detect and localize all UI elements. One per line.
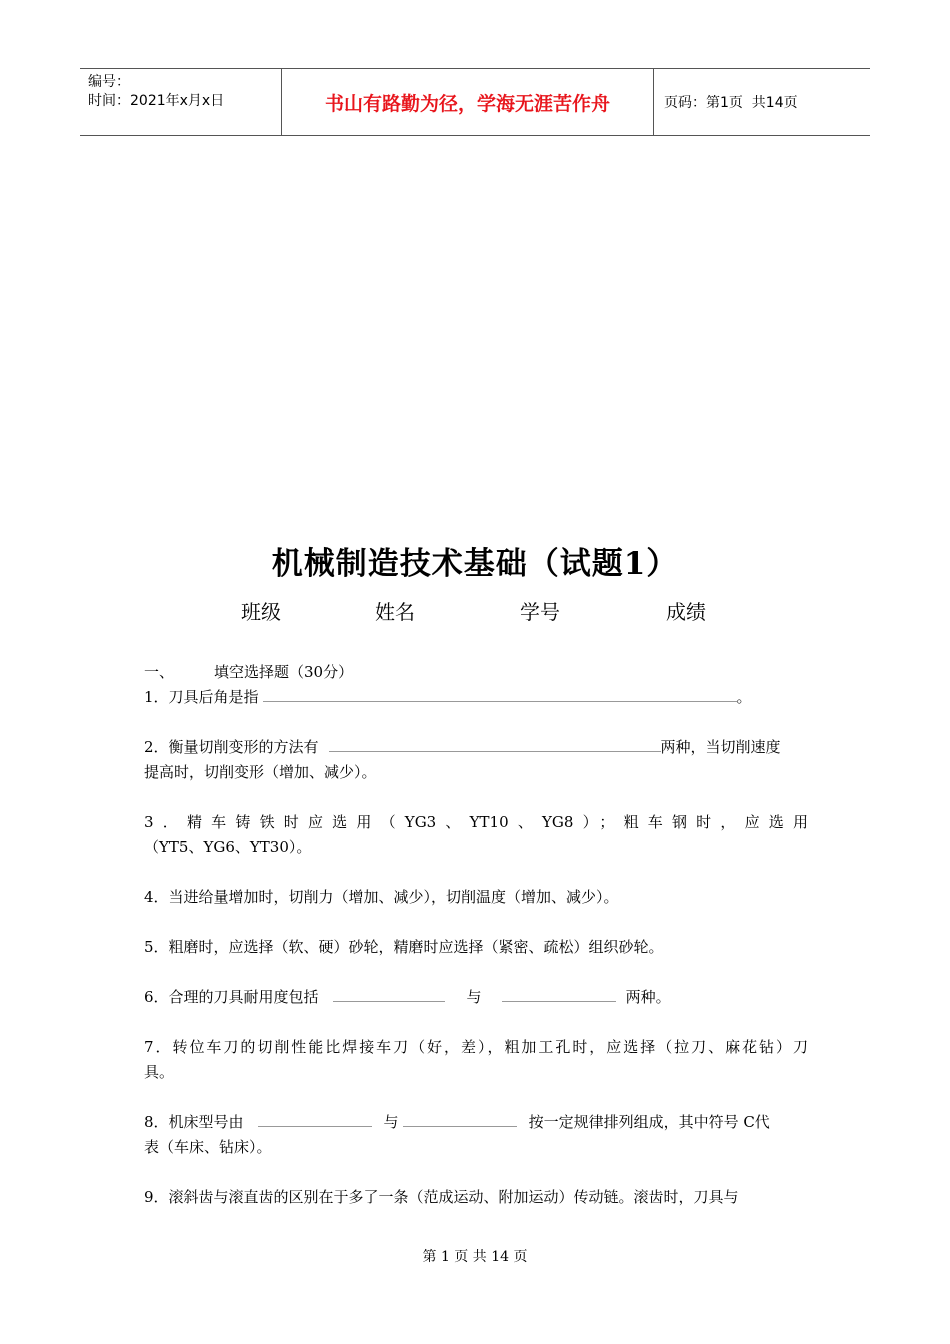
question-2-line2: 提高时，切削变形（增加、减少）。 bbox=[144, 763, 377, 781]
section-title: 填空选择题（30分） bbox=[214, 663, 354, 681]
question-6 bbox=[144, 985, 808, 1010]
exam-title: 机械制造技术基础（试题1） bbox=[271, 546, 679, 582]
answer-blank[interactable] bbox=[263, 685, 737, 702]
question-8-after: 按一定规律排列组成，其中符号 C代 bbox=[528, 1113, 770, 1131]
question-3-line2: （YT5、YG6、YT30）。 bbox=[144, 838, 312, 856]
page-info: 页码：第1页 共14页 bbox=[664, 95, 798, 111]
question-6-mid: 与 bbox=[466, 988, 482, 1006]
time-label: 时间：2021年x月x日 bbox=[88, 93, 225, 109]
header-meta bbox=[80, 69, 282, 135]
page-info-cell bbox=[654, 69, 870, 135]
question-1-end: 。 bbox=[736, 688, 752, 706]
number-label: 编号： bbox=[88, 74, 130, 90]
page-header bbox=[80, 68, 870, 136]
question-6-text: 6．合理的刀具耐用度包括 bbox=[144, 988, 319, 1006]
question-9: 9．滚斜齿与滚直齿的区别在于多了一条（范成运动、附加运动）传动链。滚齿时，刀具与 bbox=[144, 1188, 739, 1206]
section-heading bbox=[144, 660, 808, 685]
question-3-line1: 3．精车铸铁时应选用（YG3、YT10、YG8）；粗车钢时，应选用 bbox=[144, 813, 808, 831]
answer-blank[interactable] bbox=[329, 735, 661, 752]
name-field-label: 姓名 bbox=[375, 600, 415, 624]
answer-blank[interactable] bbox=[258, 1110, 372, 1127]
section-number: 一、 bbox=[144, 663, 175, 681]
question-5: 5．粗磨时，应选择（软、硬）砂轮，精磨时应选择（紧密、疏松）组织砂轮。 bbox=[144, 938, 664, 956]
question-8-mid: 与 bbox=[383, 1113, 399, 1131]
motto: 书山有路勤为径，学海无涯苦作舟 bbox=[282, 69, 654, 135]
page-footer: 第 1 页 共 14 页 bbox=[422, 1249, 528, 1265]
question-2-after: 两种，当切削速度 bbox=[660, 738, 781, 756]
answer-blank[interactable] bbox=[403, 1110, 517, 1127]
score-field-label: 成绩 bbox=[666, 600, 706, 624]
question-2 bbox=[144, 735, 808, 760]
question-6-end: 两种。 bbox=[625, 988, 671, 1006]
question-8 bbox=[144, 1110, 808, 1135]
question-7-line1: 7．转位车刀的切削性能比焊接车刀（好，差），粗加工孔时，应选择（拉刀、麻花钻）刀 bbox=[144, 1038, 808, 1056]
student-id-field-label: 学号 bbox=[520, 600, 560, 624]
answer-blank[interactable] bbox=[333, 985, 445, 1002]
question-7-line2: 具。 bbox=[144, 1063, 175, 1081]
class-field-label: 班级 bbox=[241, 600, 281, 624]
question-1-text: 1．刀具后角是指 bbox=[144, 688, 259, 706]
question-1 bbox=[144, 685, 808, 710]
question-4: 4．当进给量增加时，切削力（增加、减少），切削温度（增加、减少）。 bbox=[144, 888, 619, 906]
question-2-text: 2．衡量切削变形的方法有 bbox=[144, 738, 319, 756]
student-info-fields bbox=[0, 596, 950, 626]
question-body bbox=[144, 660, 808, 1210]
question-8-line2: 表（车床、钻床）。 bbox=[144, 1138, 272, 1156]
question-8-text: 8．机床型号由 bbox=[144, 1113, 244, 1131]
answer-blank[interactable] bbox=[502, 985, 616, 1002]
